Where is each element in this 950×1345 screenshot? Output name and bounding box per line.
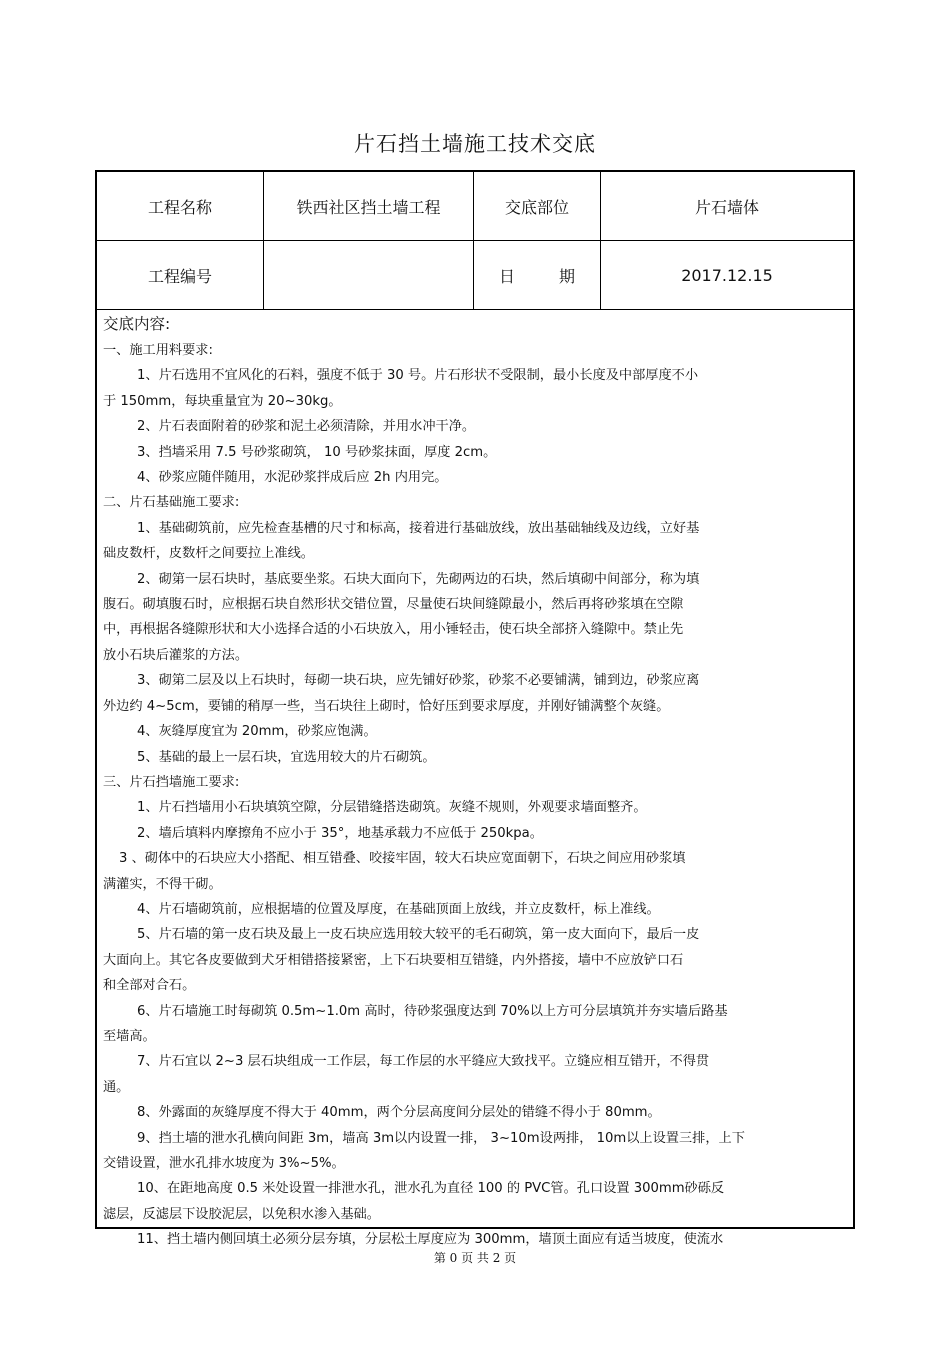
document-title: 片石挡土墙施工技术交底 bbox=[354, 132, 596, 156]
content-line: 2、砌第一层石块时，基底要坐浆。石块大面向下，先砌两边的石块，然后填砌中间部分，称为填 bbox=[137, 571, 700, 587]
content-line: 3、挡墙采用 7.5 号砂浆砌筑， 10 号砂浆抹面，厚度 2cm。 bbox=[137, 444, 497, 460]
disclosure-content bbox=[97, 312, 853, 1253]
content-line: 8、外露面的灰缝厚度不得大于 40mm，两个分层高度间分层处的错缝不得小于 80mm。 bbox=[137, 1105, 661, 1121]
content-line: 放小石块后灌浆的方法。 bbox=[103, 647, 249, 663]
content-line: 二、片石基础施工要求: bbox=[103, 495, 240, 511]
content-line: 2、片石表面附着的砂浆和泥土必须清除，并用水冲干净。 bbox=[137, 419, 476, 435]
content-line: 1、片石挡墙用小石块填筑空隙，分层错缝搭迭砌筑。灰缝不规则，外观要求墙面整齐。 bbox=[137, 800, 647, 816]
content-line: 腹石。砌填腹石时，应根据石块自然形状交错位置，尽量使石块间缝隙最小，然后再将砂浆填在空隙 bbox=[103, 597, 684, 613]
project-name-value: 铁西社区挡土墙工程 bbox=[264, 172, 474, 240]
content-line: 4、灰缝厚度宜为 20mm，砂浆应饱满。 bbox=[137, 724, 377, 740]
date-label-part-a: 日 bbox=[498, 266, 515, 286]
content-line: 7、片石宜以 2~3 层石块组成一工作层，每工作层的水平缝应大致找平。立缝应相互错开，不得贯 bbox=[137, 1054, 710, 1070]
project-name-label: 工程名称 bbox=[97, 172, 264, 240]
content-line: 4、砂浆应随伴随用，水泥砂浆拌成后应 2h 内用完。 bbox=[137, 470, 448, 486]
table-row-project-no bbox=[97, 241, 853, 310]
content-line: 3、砌第二层及以上石块时，每砌一块石块，应先铺好砂浆，砂浆不必要铺满，铺到边，砂浆应离 bbox=[137, 673, 700, 689]
part-value: 片石墙体 bbox=[694, 197, 759, 217]
project-no-value bbox=[264, 241, 474, 309]
disclosure-table bbox=[95, 170, 855, 1248]
date-label-part-b: 期 bbox=[559, 266, 576, 286]
content-line: 础皮数杆，皮数杆之间要拉上准线。 bbox=[103, 546, 314, 562]
content-line: 3 、砌体中的石块应大小搭配、相互错叠、咬接牢固，较大石块应宽面朝下，石块之间应用砂浆填 bbox=[119, 851, 686, 867]
content-line: 至墙高。 bbox=[103, 1028, 156, 1044]
content-line: 9、挡土墙的泄水孔横向间距 3m，墙高 3m以内设置一排， 3~10m设两排， 10m以上设置三排，上下 bbox=[137, 1130, 745, 1146]
content-line: 1、基础砌筑前，应先检查基槽的尺寸和标高，接着进行基础放线，放出基础轴线及边线，立好基 bbox=[137, 520, 700, 536]
content-line: 满灌实，不得干砌。 bbox=[103, 876, 222, 892]
content-line: 滤层，反滤层下设胶泥层，以免积水渗入基础。 bbox=[103, 1206, 380, 1222]
content-heading: 交底内容: bbox=[103, 315, 171, 333]
content-line: 1、片石选用不宜风化的石料，强度不低于 30 号。片石形状不受限制，最小长度及中部厚度不小 bbox=[137, 368, 699, 384]
content-line: 10、在距地高度 0.5 米处设置一排泄水孔，泄水孔为直径 100 的 PVC管。孔口设置 300mm砂砾反 bbox=[137, 1181, 725, 1197]
page-footer: 第 0 页 共 2 页 bbox=[433, 1251, 517, 1265]
part-label: 交底部位 bbox=[474, 172, 601, 240]
project-no-label: 工程编号 bbox=[97, 241, 264, 309]
content-line: 5、基础的最上一层石块，宜选用较大的片石砌筑。 bbox=[137, 749, 436, 765]
table-row-project-name bbox=[97, 172, 853, 241]
content-line: 通。 bbox=[103, 1079, 130, 1095]
content-line: 4、片石墙砌筑前，应根据墙的位置及厚度，在基础顶面上放线，并立皮数杆，标上准线。 bbox=[137, 901, 660, 917]
content-line: 三、片石挡墙施工要求: bbox=[103, 774, 240, 790]
date-label bbox=[474, 241, 601, 309]
date-value: 2017.12.15 bbox=[681, 265, 773, 285]
content-line: 交错设置，泄水孔排水坡度为 3%~5%。 bbox=[103, 1156, 345, 1171]
content-line: 中，再根据各缝隙形状和大小选择合适的小石块放入，用小锤轻击，使石块全部挤入缝隙中。禁止先 bbox=[103, 622, 684, 638]
content-line: 一、施工用料要求: bbox=[103, 343, 213, 358]
content-line: 6、片石墙施工时每砌筑 0.5m~1.0m 高时，待砂浆强度达到 70%以上方可分层填筑并夯实墙后路基 bbox=[137, 1003, 728, 1019]
content-lines bbox=[103, 338, 847, 1253]
content-line: 2、墙后填料内摩擦角不应小于 35°，地基承载力不应低于 250kpa。 bbox=[137, 825, 543, 841]
content-line: 5、片石墙的第一皮石块及最上一皮石块应选用较大较平的毛石砌筑，第一皮大面向下，最后一皮 bbox=[137, 927, 700, 943]
content-line: 外边约 4~5cm，要铺的稍厚一些，当石块往上砌时，恰好压到要求厚度，并刚好铺满整个灰缝。 bbox=[103, 698, 670, 714]
content-line: 于 150mm，每块重量宜为 20~30kg。 bbox=[103, 393, 342, 409]
content-line: 11、挡土墙内侧回填土必须分层夯填，分层松土厚度应为 300mm，墙顶土面应有适当坡度，使流水 bbox=[137, 1232, 724, 1248]
content-line: 大面向上。其它各皮要做到犬牙相错搭接紧密，上下石块要相互错缝，内外搭接，墙中不应放铲口石 bbox=[103, 952, 684, 968]
content-line: 和全部对合石。 bbox=[103, 978, 196, 994]
